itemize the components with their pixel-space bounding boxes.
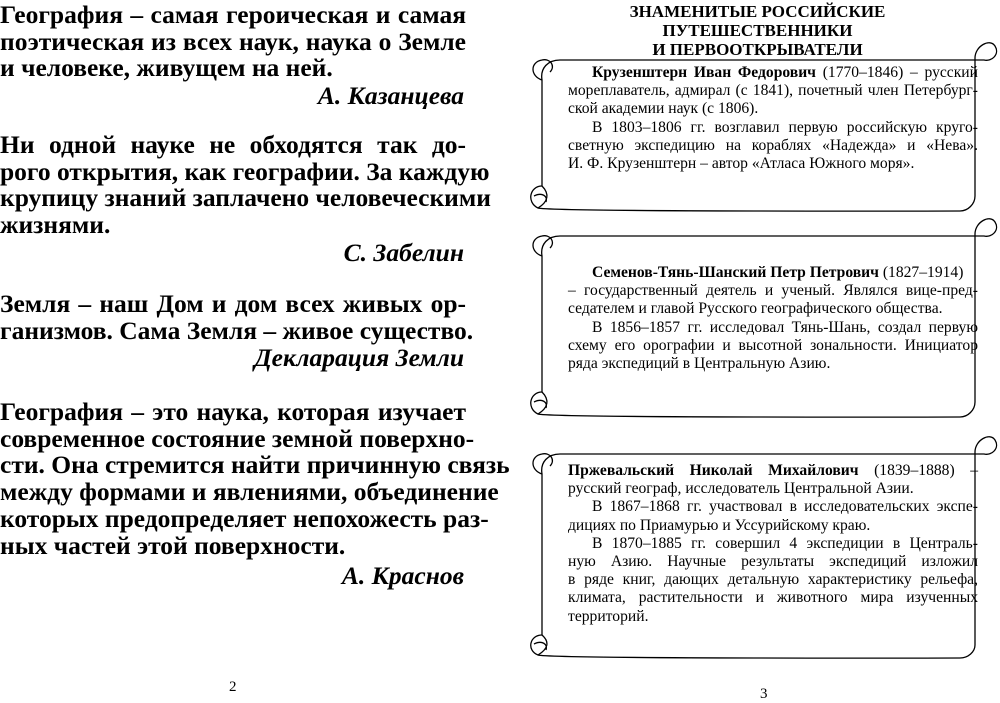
scroll-text — [568, 264, 978, 373]
quote-author: С. Забелин — [343, 238, 464, 267]
quote-2 — [0, 130, 491, 240]
page-number: 2 — [229, 679, 237, 695]
scroll-line: ской академии наук (с 1806). — [568, 100, 759, 118]
scroll-line-text: государственный деятель и ученый. Являлся вице-пред- — [584, 282, 978, 300]
quote-1 — [0, 2, 466, 82]
scroll-line: ную Азию. Научные результаты экспедиций изложил — [568, 553, 978, 571]
quote-line: География – самая героическая и самая — [0, 0, 466, 29]
scroll-text — [568, 462, 978, 626]
quote-line: крупицу знаний заплачено человеческими — [0, 183, 491, 213]
quote-line: ных частей этой поверхности. — [0, 530, 346, 560]
quote-line: которых предопределяет непохожесть раз- — [0, 503, 489, 533]
quote-author: Декларация Земли — [254, 343, 464, 372]
scroll-line — [568, 282, 978, 300]
quote-author: А. Казанцева — [317, 81, 464, 110]
traveler-name: Семенов-Тянь-Шанский Петр Петрович — [592, 264, 879, 281]
quote-line: Земля – наш Дом и дом всех живых ор- — [0, 289, 466, 318]
scroll-line: русский географ, исследователь Центральной Азии. — [568, 480, 914, 498]
quote-line: Ни одной науке не обходятся так до- — [0, 130, 466, 159]
scroll-line: территорий. — [568, 607, 649, 625]
scroll-semenov — [520, 212, 1000, 417]
quote-line: современное состояние земной поверхно- — [0, 423, 475, 453]
scroll-text — [568, 64, 978, 173]
scroll-kruzenshtern — [520, 36, 1000, 211]
dash: – — [568, 282, 576, 300]
quote-author: А. Краснов — [341, 561, 464, 590]
quote-3 — [0, 289, 474, 345]
scroll-line: светную экспедицию на кораблях «Надежда» и «Нева». — [568, 136, 978, 154]
page-number: 3 — [760, 686, 768, 702]
quote-4 — [0, 397, 510, 560]
quote-line: поэтическая из всех наук, наука о Земле — [0, 26, 466, 56]
traveler-name: Пржевальский Николай Михайлович — [568, 462, 859, 479]
scroll-line: в ряде книг, дающих детальную характеристику рельефа, — [568, 571, 978, 589]
quote-line: рого открытия, как географии. За каждую — [0, 156, 490, 186]
scroll-line: седателем и главой Русского географического общества. — [568, 300, 943, 318]
scroll-line: мореплаватель, адмирал (с 1841), почетный член Петербург- — [568, 82, 978, 100]
scroll-line: В 1803–1806 гг. возглавил первую российскую круго- — [592, 118, 978, 136]
traveler-years: (1770–1846) — [822, 64, 904, 81]
title-line: И ПЕРВООТКРЫВАТЕЛИ — [652, 40, 863, 59]
quote-line: между формами и явлениями, объединение — [0, 477, 499, 507]
scroll-line: схему его орографии и высотной зональности. Инициатор — [568, 336, 978, 354]
title-line: ЗНАМЕНИТЫЕ РОССИЙСКИЕ ПУТЕШЕСТВЕННИКИ — [629, 2, 886, 40]
traveler-years: (1827–1914) — [882, 264, 964, 281]
quote-line: жизнями. — [0, 210, 111, 240]
scroll-line — [568, 264, 978, 282]
scroll-line: И. Ф. Крузенштерн – автор «Атласа Южного моря». — [568, 155, 915, 173]
scroll-line: дициях по Приамурью и Уссурийскому краю. — [568, 516, 871, 534]
quote-line: ганизмов. Сама Земля – живое существо. — [0, 315, 474, 345]
traveler-line-rest: – — [954, 462, 978, 479]
quote-line: сти. Она стремится найти причинную связь — [0, 450, 510, 480]
scroll-przhevalsky — [520, 430, 1000, 658]
quote-line: География – это наука, которая изучает — [0, 397, 466, 426]
traveler-line-rest: – русский — [903, 64, 978, 81]
scroll-line: климата, растительности и животного мира изученных — [568, 589, 978, 607]
scroll-line: В 1856–1857 гг. исследовал Тянь-Шань, создал первую — [592, 318, 978, 336]
scroll-line: В 1867–1868 гг. участвовал в исследовательских экспе- — [592, 498, 978, 516]
scroll-line: В 1870–1885 гг. совершил 4 экспедиции в Централь- — [592, 534, 978, 552]
scroll-line — [568, 64, 978, 82]
scroll-line: ряда экспедиций в Центральную Азию. — [568, 355, 831, 373]
scroll-line — [568, 462, 978, 480]
traveler-years: (1839–1888) — [874, 462, 955, 479]
traveler-name: Крузенштерн Иван Федорович — [592, 64, 816, 81]
quote-line: и человеке, живущем на ней. — [0, 53, 333, 83]
